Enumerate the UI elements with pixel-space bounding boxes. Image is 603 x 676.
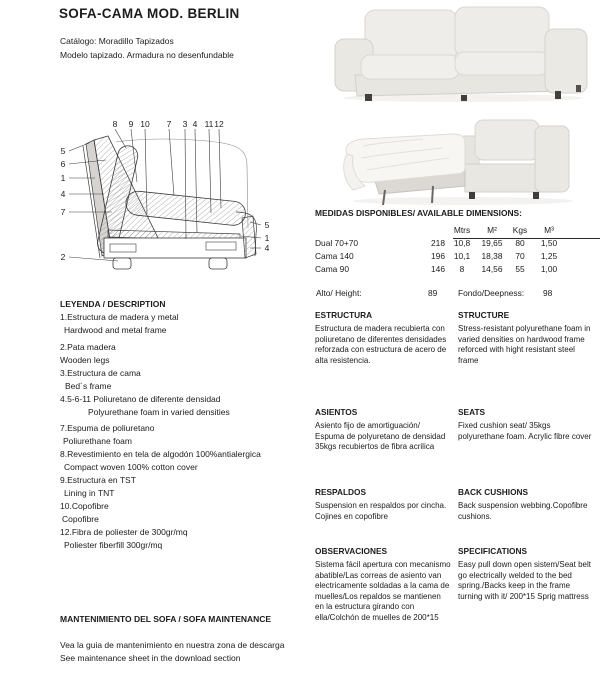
row-m2: 19,65 bbox=[481, 238, 503, 248]
row-mtrs: 8 bbox=[459, 264, 465, 274]
depth-label: Fondo/Deepness: bbox=[458, 288, 525, 298]
diagram-label-1-left: 1 bbox=[60, 173, 66, 183]
legend-item-es: 2.Pata madera bbox=[60, 342, 116, 352]
legend-item-es: 3.Estructura de cama bbox=[60, 368, 141, 378]
section-title-seats: SEATS bbox=[458, 407, 486, 417]
sofa-foot-left bbox=[365, 94, 372, 101]
legend-section bbox=[60, 298, 312, 552]
section-body-seats: Fixed cushion seat/ 35kgs polyurethane foam. Acrylic fibre cover bbox=[458, 421, 592, 441]
section-body-respaldos: Suspension en respaldos por cincha. Cojines en copofibre bbox=[315, 501, 447, 521]
diagram-label-6: 6 bbox=[60, 159, 66, 169]
legend-item-es: 9.Estructura en TST bbox=[60, 475, 136, 485]
row-m2: 18,38 bbox=[481, 251, 503, 261]
table-spacer bbox=[415, 224, 445, 237]
seat-cushion-right bbox=[455, 52, 549, 75]
diagram-label-9: 9 bbox=[128, 119, 134, 129]
section-title-estructura: ESTRUCTURA bbox=[315, 310, 373, 320]
diagram-label-7-top: 7 bbox=[166, 119, 172, 129]
sofa-foot-right bbox=[555, 91, 561, 99]
maintenance-title: MANTENIMIENTO DEL SOFA / SOFA MAINTENANCE bbox=[60, 614, 272, 624]
diagram-label-7-left: 7 bbox=[60, 207, 66, 217]
legend-item-8 bbox=[60, 500, 312, 526]
sofa-cross-section-diagram bbox=[50, 112, 310, 277]
chair-base bbox=[463, 164, 543, 192]
legend-item-es: 7.Espuma de poliuretano bbox=[60, 423, 155, 433]
legend-item-en: Poliester fiberfill 300gr/mq bbox=[64, 540, 163, 550]
row-mtrs: 10,8 bbox=[453, 238, 471, 248]
legend-item-en: Compact woven 100% cotton cover bbox=[64, 462, 198, 472]
diagram-leg-left bbox=[113, 258, 131, 269]
sofa-closed-photo bbox=[313, 1, 601, 110]
col-header-m2: M² bbox=[487, 225, 497, 235]
dimensions-table bbox=[315, 224, 595, 276]
legend-item-es: 1.Estructura de madera y metal bbox=[60, 312, 179, 322]
catalog-line-1: Catálogo: Moradillo Tapizados bbox=[60, 36, 174, 46]
diagram-base-rail-right bbox=[206, 242, 236, 250]
legend-item-es: 4.5-6-11 Poliuretano de diferente densidad bbox=[60, 394, 221, 404]
seat-cushion-left bbox=[361, 55, 459, 79]
legend-item-6 bbox=[60, 448, 312, 474]
section-respaldos bbox=[315, 487, 451, 522]
diagram-label-8: 8 bbox=[112, 119, 118, 129]
col-header-kgs: Kgs bbox=[512, 225, 528, 235]
back-cushion-left bbox=[365, 10, 457, 60]
legend-item-1 bbox=[60, 311, 312, 337]
diagram-base-rail-left bbox=[110, 244, 136, 252]
section-title-observaciones: OBSERVACIONES bbox=[315, 546, 388, 556]
catalog-line-2: Modelo tapizado. Armadura no desenfundable bbox=[60, 50, 234, 60]
table-header-rule bbox=[453, 238, 600, 239]
bed-leg-back bbox=[432, 186, 433, 203]
section-body-asientos: Asiento fijo de amortiguación/ Espuma de polyuretano de densidad 35kgs recubiertos de fibra acrilica bbox=[315, 421, 446, 451]
height-label: Alto/ Height: bbox=[316, 288, 362, 298]
chair-foot-right bbox=[533, 192, 539, 199]
diagram-label-4-left: 4 bbox=[60, 189, 66, 199]
row-kgs: 55 bbox=[515, 264, 525, 274]
row-name: Cama 90 bbox=[315, 264, 349, 274]
legend-item-5 bbox=[60, 422, 312, 448]
sofa-open-drawing bbox=[313, 106, 601, 208]
section-seats bbox=[458, 407, 594, 442]
page-title: SOFA-CAMA MOD. BERLIN bbox=[59, 6, 240, 21]
diagram-label-10: 10 bbox=[140, 119, 150, 129]
legend-item-9 bbox=[60, 526, 312, 552]
legend-item-en: Poliurethane foam bbox=[63, 436, 132, 446]
row-m3: 1,50 bbox=[540, 238, 558, 248]
legend-title: LEYENDA / DESCRIPTION bbox=[60, 299, 166, 309]
col-header-m3: M³ bbox=[544, 225, 554, 235]
section-title-structure: STRUCTURE bbox=[458, 310, 510, 320]
section-structure bbox=[458, 310, 594, 366]
section-title-respaldos: RESPALDOS bbox=[315, 487, 367, 497]
section-body-back-cushions: Back suspension webbing.Copofibre cushions. bbox=[458, 501, 588, 521]
legend-item-2 bbox=[60, 341, 312, 367]
legend-item-en: Hardwood and metal frame bbox=[64, 325, 167, 335]
legend-item-7 bbox=[60, 474, 312, 500]
section-title-specifications: SPECIFICATIONS bbox=[458, 546, 527, 556]
legend-item-en: Polyurethane foam in varied densities bbox=[88, 407, 230, 417]
armrest-right bbox=[545, 29, 587, 93]
maintenance-section bbox=[60, 613, 360, 665]
section-body-structure: Stress-resistant polyurethane foam in varied densities on hardwood frame reforced with hight resistant steel frame bbox=[458, 324, 591, 365]
legend-item-es: 10.Copofibre bbox=[60, 501, 109, 511]
legend-item-en: Copofibre bbox=[62, 514, 99, 524]
diagram-drawing bbox=[50, 112, 310, 272]
section-title-back-cushions: BACK CUSHIONS bbox=[458, 487, 529, 497]
maintenance-line-en: See maintenance sheet in the download section bbox=[60, 653, 241, 663]
row-width: 218 bbox=[431, 238, 445, 248]
row-kgs: 80 bbox=[515, 238, 525, 248]
height-value: 89 bbox=[428, 288, 438, 298]
depth-value: 98 bbox=[543, 288, 553, 298]
sofa-open-photo bbox=[313, 106, 601, 213]
legend-item-es: 12.Fibra de poliester de 300gr/mq bbox=[60, 527, 188, 537]
diagram-label-4-right: 4 bbox=[264, 243, 270, 253]
section-specifications bbox=[458, 546, 594, 602]
chair-back-cushion bbox=[475, 120, 539, 160]
row-mtrs: 10,1 bbox=[453, 251, 471, 261]
row-width: 146 bbox=[431, 264, 445, 274]
diagram-label-1-right: 1 bbox=[264, 233, 270, 243]
section-body-specifications: Easy pull down open sistem/Seat belt go electrically welded to the bed spring./Backs keep in the frame turning with it/ 200*15 Sprig mattress bbox=[458, 560, 591, 601]
section-estructura bbox=[315, 310, 451, 366]
section-back-cushions bbox=[458, 487, 594, 522]
row-m3: 1,25 bbox=[540, 251, 558, 261]
diagram-label-5-left: 5 bbox=[60, 146, 66, 156]
chair-armrest bbox=[535, 126, 569, 192]
row-name: Cama 140 bbox=[315, 251, 354, 261]
legend-item-es: 8.Revestimiento en tela de algodón 100%antialergica bbox=[60, 449, 261, 459]
maintenance-line-es: Vea la guia de mantenimiento en nuestra zona de descarga bbox=[60, 640, 285, 650]
table-spacer bbox=[315, 224, 415, 237]
section-asientos bbox=[315, 407, 451, 453]
diagram-label-5-right: 5 bbox=[264, 220, 270, 230]
diagram-label-11: 11 bbox=[204, 119, 214, 129]
sofa-foot-middle bbox=[461, 95, 467, 101]
back-cushion-right bbox=[455, 7, 549, 57]
section-body-observaciones: Sistema fácil apertura con mecanismo abatible/Las correas de asiento van electricamente soldadas a la cama de muelles/Los repaldos se mantienen en la estructura girando con ella/Colchón de muelles de 200*15 bbox=[315, 560, 451, 622]
section-title-asientos: ASIENTOS bbox=[315, 407, 358, 417]
row-kgs: 70 bbox=[515, 251, 525, 261]
section-body-estructura: Estructura de madera recubierta con poliuretano de diferentes densidades reforzada con estructura de acero de alta resistencia. bbox=[315, 324, 447, 365]
legend-item-en: Bed´s frame bbox=[65, 381, 112, 391]
legend-item-en: Wooden legs bbox=[60, 355, 110, 365]
diagram-label-12: 12 bbox=[214, 119, 224, 129]
diagram-label-2: 2 bbox=[60, 252, 66, 262]
diagram-label-3: 3 bbox=[182, 119, 188, 129]
sofa-closed-drawing bbox=[313, 1, 601, 105]
sofabed-shadow bbox=[353, 197, 573, 205]
row-m2: 14,56 bbox=[481, 264, 503, 274]
dimensions-title: MEDIDAS DISPONIBLES/ AVAILABLE DIMENSIONS: bbox=[315, 208, 522, 218]
diagram-label-4-top: 4 bbox=[192, 119, 198, 129]
section-observaciones bbox=[315, 546, 451, 623]
row-m3: 1,00 bbox=[540, 264, 558, 274]
chair-foot-left bbox=[469, 192, 475, 199]
sofa-foot-back bbox=[576, 85, 581, 92]
legend-item-en: Lining in TNT bbox=[64, 488, 115, 498]
col-header-mtrs: Mtrs bbox=[453, 225, 471, 235]
row-width: 196 bbox=[431, 251, 445, 261]
row-name: Dual 70+70 bbox=[315, 238, 359, 248]
legend-item-3 bbox=[60, 367, 312, 393]
diagram-leg-right bbox=[209, 258, 227, 269]
legend-item-4 bbox=[60, 393, 312, 419]
